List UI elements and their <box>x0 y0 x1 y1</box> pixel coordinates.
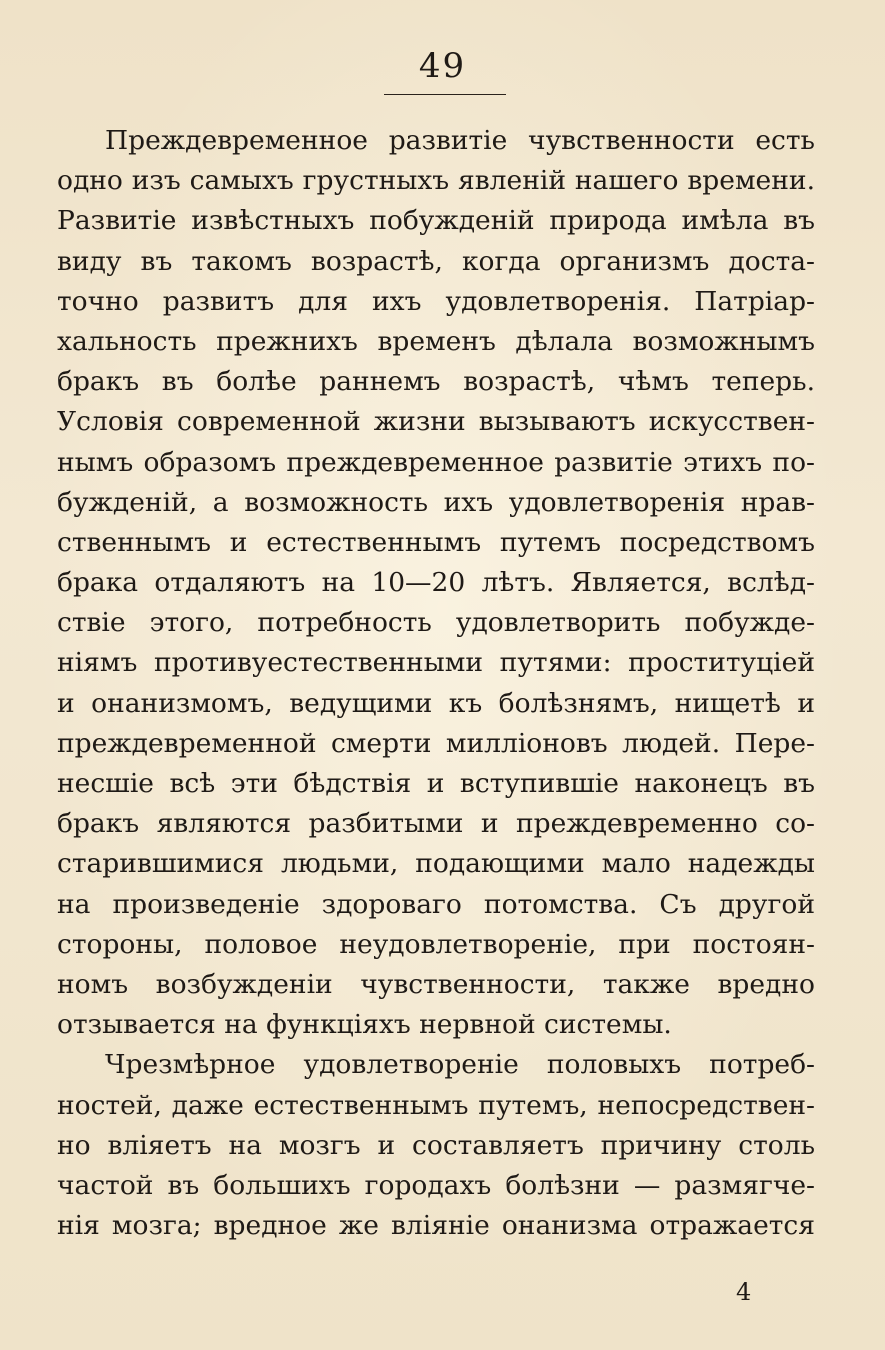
text-line: хальность прежнихъ временъ дѣлала возможнымъ <box>57 325 815 357</box>
text-line: старившимися людьми, подающими мало надежды <box>57 848 815 880</box>
text-line: ніямъ противуестественными путями: проституціей <box>57 647 815 679</box>
header-rule <box>384 94 506 95</box>
text-line: Условія современной жизни вызываютъ искусствен- <box>57 406 815 438</box>
text-line: стороны, половое неудовлетвореніе, при постоян- <box>57 928 815 960</box>
text-line: одно изъ самыхъ грустныхъ явленій нашего времени. <box>57 165 815 197</box>
text-line: точно развитъ для ихъ удовлетворенія. Патріар- <box>57 285 815 317</box>
text-line: но вліяетъ на мозгъ и составляетъ причину столь <box>57 1129 815 1161</box>
text-line: Развитіе извѣстныхъ побужденій природа имѣла въ <box>57 205 815 237</box>
text-line: на произведеніе здороваго потомства. Съ другой <box>57 888 815 920</box>
text-line: нымъ образомъ преждевременное развитіе этихъ по- <box>57 446 815 478</box>
text-line: ственнымъ и естественнымъ путемъ посредствомъ <box>57 526 815 558</box>
text-line: ностей, даже естественнымъ путемъ, непосредствен- <box>57 1089 815 1121</box>
text-line: бракъ являются разбитыми и преждевременно со- <box>57 808 815 840</box>
text-line: несшіе всѣ эти бѣдствія и вступившіе наконецъ въ <box>57 768 815 799</box>
body-text <box>57 121 815 1246</box>
text-line: бракъ въ болѣе раннемъ возрастѣ, чѣмъ теперь. <box>57 366 815 398</box>
text-line: бужденій, а возможность ихъ удовлетворенія нрав- <box>57 486 815 518</box>
text-line: Чрезмѣрное удовлетвореніе половыхъ потреб- <box>105 1049 815 1081</box>
text-line: преждевременной смерти милліоновъ людей. Пере- <box>57 727 815 759</box>
paragraph-2 <box>57 1045 815 1246</box>
text-line: нія мозга; вредное же вліяніе онанизма отражается <box>57 1210 815 1242</box>
signature-mark: 4 <box>736 1278 752 1306</box>
paragraph-1 <box>57 121 815 1045</box>
text-line: и онанизмомъ, ведущими къ болѣзнямъ, нищетѣ и <box>57 687 815 719</box>
text-line: виду въ такомъ возрастѣ, когда организмъ доста- <box>57 245 815 277</box>
text-line: ствіе этого, потребность удовлетворить побужде- <box>57 607 815 639</box>
text-line: отзывается на функціяхъ нервной системы. <box>57 1009 672 1041</box>
text-line: брака отдаляютъ на 10—20 лѣтъ. Является, вслѣд- <box>57 567 815 599</box>
text-line: частой въ большихъ городахъ болѣзни — размягче- <box>57 1169 815 1201</box>
page-number: 49 <box>418 46 467 86</box>
text-line: номъ возбужденіи чувственности, также вредно <box>57 968 815 1000</box>
text-line: Преждевременное развитіе чувственности есть <box>105 125 815 156</box>
